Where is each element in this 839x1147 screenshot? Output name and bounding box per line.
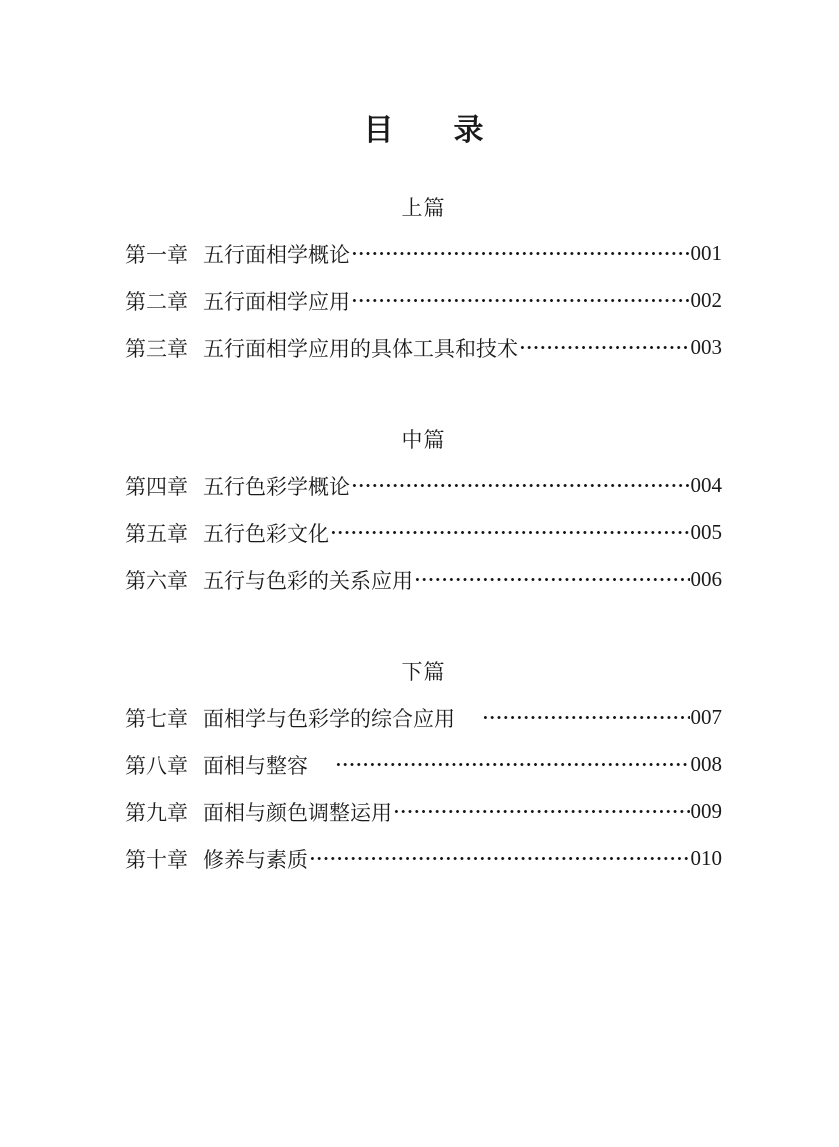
dot-leader — [351, 462, 690, 509]
entry-title: 五行面相学概论 — [203, 242, 350, 267]
entry-title: 五行色彩学概论 — [203, 474, 350, 499]
entry-chapter-label: 第四章 — [125, 474, 188, 499]
entry-title: 五行色彩文化 — [203, 521, 329, 546]
entry-page-number: 010 — [690, 846, 722, 870]
toc-entry — [125, 462, 722, 509]
entry-page-number: 002 — [690, 288, 722, 312]
entry-title: 五行与色彩的关系应用 — [203, 568, 413, 593]
entry-title: 五行面相学应用 — [203, 289, 350, 314]
section-entries — [125, 230, 722, 371]
section-heading: 上篇 — [401, 195, 446, 220]
toc-section — [125, 183, 722, 371]
section-heading: 下篇 — [401, 659, 446, 684]
dot-leader — [414, 556, 690, 603]
toc-entry — [125, 556, 722, 603]
toc-entry — [125, 835, 722, 882]
entry-title: 面相与颜色调整运用 — [203, 800, 392, 825]
dot-leader — [393, 788, 690, 835]
entry-page-number: 009 — [690, 799, 722, 823]
toc-entry — [125, 324, 722, 371]
toc-entry — [125, 509, 722, 556]
dot-leader — [330, 509, 690, 556]
entry-chapter-label: 第八章 — [125, 753, 188, 778]
entry-chapter-label: 第一章 — [125, 242, 188, 267]
toc-entry — [125, 788, 722, 835]
toc-entry — [125, 230, 722, 277]
entry-page-number: 007 — [690, 705, 722, 729]
section-heading: 中篇 — [401, 427, 446, 452]
page-title: 目 录 — [363, 114, 484, 147]
entry-page-number: 003 — [690, 335, 722, 359]
entry-chapter-label: 第三章 — [125, 336, 188, 361]
toc-entry — [125, 741, 722, 788]
entry-page-number: 001 — [690, 241, 722, 265]
entry-page-number: 006 — [690, 567, 722, 591]
dot-leader — [335, 741, 690, 788]
entry-title: 修养与素质 — [203, 847, 308, 872]
entry-chapter-label: 第二章 — [125, 289, 188, 314]
section-entries — [125, 462, 722, 603]
dot-leader — [519, 324, 690, 371]
entry-chapter-label: 第五章 — [125, 521, 188, 546]
entry-chapter-label: 第九章 — [125, 800, 188, 825]
toc-section — [125, 415, 722, 603]
entry-title: 面相与整容 — [203, 753, 308, 778]
entry-chapter-label: 第七章 — [125, 706, 188, 731]
dot-leader — [482, 694, 690, 741]
toc-entry — [125, 694, 722, 741]
entry-page-number: 004 — [690, 473, 722, 497]
entry-title: 面相学与色彩学的综合应用 — [203, 706, 455, 731]
dot-leader — [309, 835, 690, 882]
dot-leader — [351, 230, 690, 277]
toc-section — [125, 647, 722, 882]
dot-leader — [351, 277, 690, 324]
entry-chapter-label: 第六章 — [125, 568, 188, 593]
section-entries — [125, 694, 722, 882]
entry-chapter-label: 第十章 — [125, 847, 188, 872]
toc-list — [125, 183, 722, 882]
entry-page-number: 005 — [690, 520, 722, 544]
entry-page-number: 008 — [690, 752, 722, 776]
toc-entry — [125, 277, 722, 324]
entry-title: 五行面相学应用的具体工具和技术 — [203, 336, 518, 361]
